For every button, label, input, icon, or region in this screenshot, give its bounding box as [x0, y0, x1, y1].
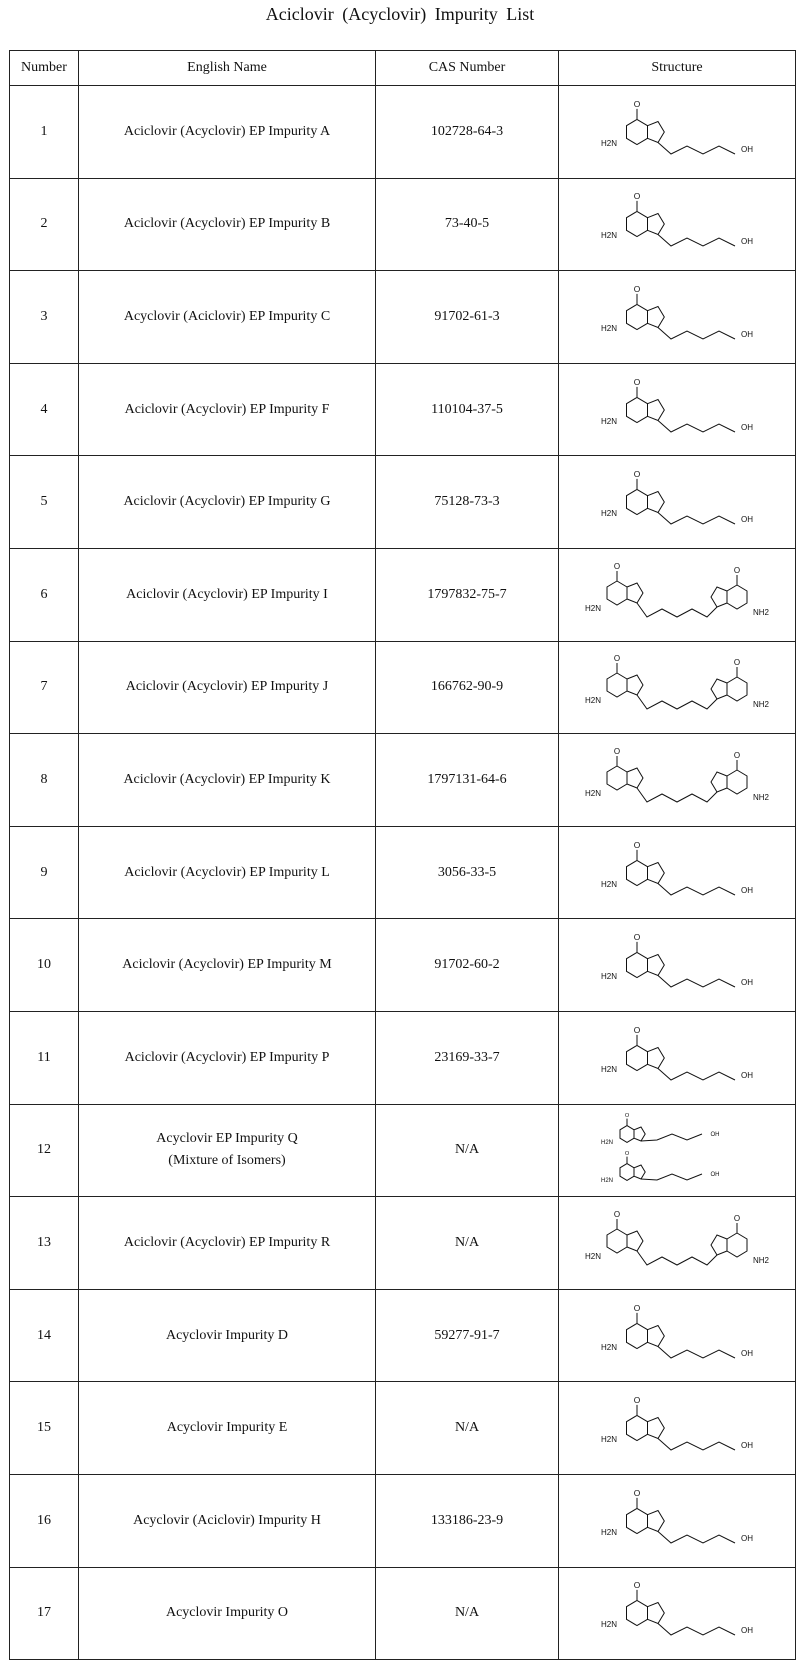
svg-text:O: O — [613, 746, 621, 756]
row-english-name: Acyclovir Impurity O — [79, 1567, 376, 1660]
svg-text:O: O — [633, 839, 641, 850]
svg-text:O: O — [633, 1394, 641, 1405]
row-structure — [559, 1197, 796, 1290]
table-row — [10, 1104, 796, 1197]
svg-text:OH: OH — [710, 1172, 720, 1179]
row-english-name: Aciclovir (Acyclovir) EP Impurity G — [79, 456, 376, 549]
row-structure — [559, 1011, 796, 1104]
header-english-name: English Name — [79, 51, 376, 86]
row-cas-number: 110104-37-5 — [376, 363, 559, 456]
svg-text:O: O — [733, 750, 741, 760]
table-row — [10, 456, 796, 549]
structure-impurity-h-icon — [567, 1479, 787, 1563]
row-english-name: Acyclovir Impurity E — [79, 1382, 376, 1475]
row-cas-number: N/A — [376, 1567, 559, 1660]
row-english-name: Aciclovir (Acyclovir) EP Impurity M — [79, 919, 376, 1012]
row-cas-number: 166762-90-9 — [376, 641, 559, 734]
table-row — [10, 363, 796, 456]
table-row — [10, 1474, 796, 1567]
structure-impurity-i-icon — [567, 553, 787, 637]
header-number: Number — [10, 51, 79, 86]
svg-text:OH: OH — [741, 1348, 753, 1358]
table-row — [10, 1197, 796, 1290]
row-number: 16 — [10, 1474, 79, 1567]
row-number: 12 — [10, 1104, 79, 1197]
svg-text:H2N: H2N — [600, 1140, 614, 1147]
row-cas-number: N/A — [376, 1197, 559, 1290]
svg-text:O: O — [633, 376, 641, 387]
table-row — [10, 826, 796, 919]
impurity-table — [9, 50, 796, 1660]
structure-impurity-r-icon — [567, 1201, 787, 1285]
row-english-name: Acyclovir (Aciclovir) EP Impurity C — [79, 271, 376, 364]
row-number: 2 — [10, 178, 79, 271]
table-row — [10, 641, 796, 734]
row-number: 11 — [10, 1011, 79, 1104]
structure-impurity-b-icon — [567, 182, 787, 266]
row-cas-number: 102728-64-3 — [376, 86, 559, 179]
svg-text:O: O — [633, 283, 641, 294]
svg-text:O: O — [633, 1580, 641, 1591]
row-number: 3 — [10, 271, 79, 364]
svg-text:NH2: NH2 — [752, 792, 770, 802]
svg-text:H2N: H2N — [584, 788, 602, 798]
svg-text:H2N: H2N — [600, 323, 618, 333]
row-english-name: Aciclovir (Acyclovir) EP Impurity A — [79, 86, 376, 179]
row-english-name: Aciclovir (Acyclovir) EP Impurity P — [79, 1011, 376, 1104]
row-structure — [559, 1289, 796, 1382]
svg-text:O: O — [633, 1024, 641, 1035]
structure-impurity-g-icon — [567, 460, 787, 544]
row-structure — [559, 86, 796, 179]
row-english-name: Acyclovir Impurity D — [79, 1289, 376, 1382]
svg-text:O: O — [633, 191, 641, 202]
structure-impurity-f-icon — [567, 368, 787, 452]
row-english-name: Aciclovir (Acyclovir) EP Impurity F — [79, 363, 376, 456]
svg-text:OH: OH — [741, 329, 753, 339]
row-structure — [559, 826, 796, 919]
table-row — [10, 178, 796, 271]
row-number: 17 — [10, 1567, 79, 1660]
svg-text:OH: OH — [741, 885, 753, 895]
name-line-2: (Mixture of Isomers) — [168, 1153, 286, 1169]
svg-text:O: O — [733, 1213, 741, 1223]
row-english-name: Aciclovir (Acyclovir) EP Impurity I — [79, 548, 376, 641]
header-cas-number: CAS Number — [376, 51, 559, 86]
row-structure — [559, 1104, 796, 1197]
row-number: 1 — [10, 86, 79, 179]
row-number: 14 — [10, 1289, 79, 1382]
svg-text:H2N: H2N — [600, 1620, 618, 1630]
row-cas-number: 91702-61-3 — [376, 271, 559, 364]
structure-impurity-e-icon — [567, 1386, 787, 1470]
structure-impurity-p-icon — [567, 1016, 787, 1100]
svg-text:OH: OH — [741, 1533, 753, 1543]
header-structure: Structure — [559, 51, 796, 86]
table-row — [10, 86, 796, 179]
row-cas-number: 91702-60-2 — [376, 919, 559, 1012]
svg-text:O: O — [613, 654, 621, 664]
row-english-name: Aciclovir (Acyclovir) EP Impurity J — [79, 641, 376, 734]
svg-text:NH2: NH2 — [752, 1255, 770, 1265]
structure-impurity-k-icon — [567, 738, 787, 822]
row-number: 10 — [10, 919, 79, 1012]
table-row — [10, 919, 796, 1012]
row-cas-number: 133186-23-9 — [376, 1474, 559, 1567]
row-cas-number: 59277-91-7 — [376, 1289, 559, 1382]
svg-text:H2N: H2N — [600, 1527, 618, 1537]
row-cas-number: 73-40-5 — [376, 178, 559, 271]
svg-text:O: O — [633, 468, 641, 479]
page-title: Aciclovir (Acyclovir) Impurity List — [265, 4, 535, 24]
row-number: 13 — [10, 1197, 79, 1290]
name-line-1: Acyclovir EP Impurity Q — [156, 1131, 298, 1147]
structure-impurity-c-icon — [567, 275, 787, 359]
row-number: 7 — [10, 641, 79, 734]
svg-text:H2N: H2N — [600, 231, 618, 241]
row-english-name: Aciclovir (Acyclovir) EP Impurity L — [79, 826, 376, 919]
row-english-name: Aciclovir (Acyclovir) EP Impurity B — [79, 178, 376, 271]
structure-impurity-l-icon — [567, 831, 787, 915]
table-header-row — [10, 51, 796, 86]
row-english-name: Aciclovir (Acyclovir) EP Impurity K — [79, 734, 376, 827]
svg-text:H2N: H2N — [600, 1342, 618, 1352]
row-number: 4 — [10, 363, 79, 456]
structure-impurity-d-icon — [567, 1294, 787, 1378]
row-structure — [559, 178, 796, 271]
row-cas-number: N/A — [376, 1382, 559, 1475]
svg-text:H2N: H2N — [600, 879, 618, 889]
row-english-name: Acyclovir (Aciclovir) Impurity H — [79, 1474, 376, 1567]
svg-text:O: O — [633, 98, 641, 109]
structure-impurity-q-icon — [567, 1108, 787, 1192]
svg-text:OH: OH — [741, 1626, 753, 1636]
svg-text:H2N: H2N — [584, 696, 602, 706]
svg-text:O: O — [613, 1209, 621, 1219]
svg-text:H2N: H2N — [600, 138, 618, 148]
structure-impurity-o-icon — [567, 1571, 787, 1655]
svg-text:O: O — [733, 658, 741, 668]
svg-text:H2N: H2N — [600, 416, 618, 426]
row-number: 9 — [10, 826, 79, 919]
svg-text:H2N: H2N — [584, 603, 602, 613]
row-number: 15 — [10, 1382, 79, 1475]
svg-text:H2N: H2N — [600, 972, 618, 982]
svg-text:OH: OH — [741, 1070, 753, 1080]
row-structure — [559, 919, 796, 1012]
row-structure — [559, 548, 796, 641]
row-english-name — [79, 1104, 376, 1197]
table-row — [10, 1382, 796, 1475]
svg-text:NH2: NH2 — [752, 700, 770, 710]
row-cas-number: 75128-73-3 — [376, 456, 559, 549]
row-english-name: Aciclovir (Acyclovir) EP Impurity R — [79, 1197, 376, 1290]
svg-text:O: O — [613, 561, 621, 571]
svg-text:O: O — [633, 1487, 641, 1498]
svg-text:O: O — [633, 931, 641, 942]
row-structure — [559, 271, 796, 364]
table-row — [10, 1289, 796, 1382]
table-row — [10, 1011, 796, 1104]
row-cas-number: 23169-33-7 — [376, 1011, 559, 1104]
structure-impurity-j-icon — [567, 645, 787, 729]
svg-text:OH: OH — [741, 422, 753, 432]
row-cas-number: 1797832-75-7 — [376, 548, 559, 641]
row-structure — [559, 1382, 796, 1475]
structure-impurity-m-icon — [567, 923, 787, 1007]
row-structure — [559, 641, 796, 734]
svg-text:OH: OH — [741, 237, 753, 247]
row-number: 5 — [10, 456, 79, 549]
svg-text:H2N: H2N — [600, 1178, 614, 1185]
row-cas-number: 1797131-64-6 — [376, 734, 559, 827]
row-structure — [559, 363, 796, 456]
svg-text:OH: OH — [741, 515, 753, 525]
svg-text:OH: OH — [741, 1441, 753, 1451]
svg-text:O: O — [733, 565, 741, 575]
svg-text:O: O — [624, 1113, 630, 1120]
svg-text:O: O — [624, 1151, 630, 1158]
row-cas-number: 3056-33-5 — [376, 826, 559, 919]
svg-text:O: O — [633, 1302, 641, 1313]
svg-text:OH: OH — [741, 978, 753, 988]
row-cas-number: N/A — [376, 1104, 559, 1197]
svg-text:H2N: H2N — [600, 1064, 618, 1074]
structure-impurity-a-icon — [567, 90, 787, 174]
row-structure — [559, 734, 796, 827]
row-structure — [559, 456, 796, 549]
svg-text:OH: OH — [741, 144, 753, 154]
row-number: 8 — [10, 734, 79, 827]
row-number: 6 — [10, 548, 79, 641]
table-row — [10, 734, 796, 827]
svg-text:H2N: H2N — [584, 1251, 602, 1261]
svg-text:H2N: H2N — [600, 509, 618, 519]
svg-text:NH2: NH2 — [752, 607, 770, 617]
table-row — [10, 548, 796, 641]
svg-text:H2N: H2N — [600, 1435, 618, 1445]
table-row — [10, 271, 796, 364]
table-row — [10, 1567, 796, 1660]
svg-text:OH: OH — [710, 1132, 720, 1139]
row-structure — [559, 1474, 796, 1567]
row-structure — [559, 1567, 796, 1660]
